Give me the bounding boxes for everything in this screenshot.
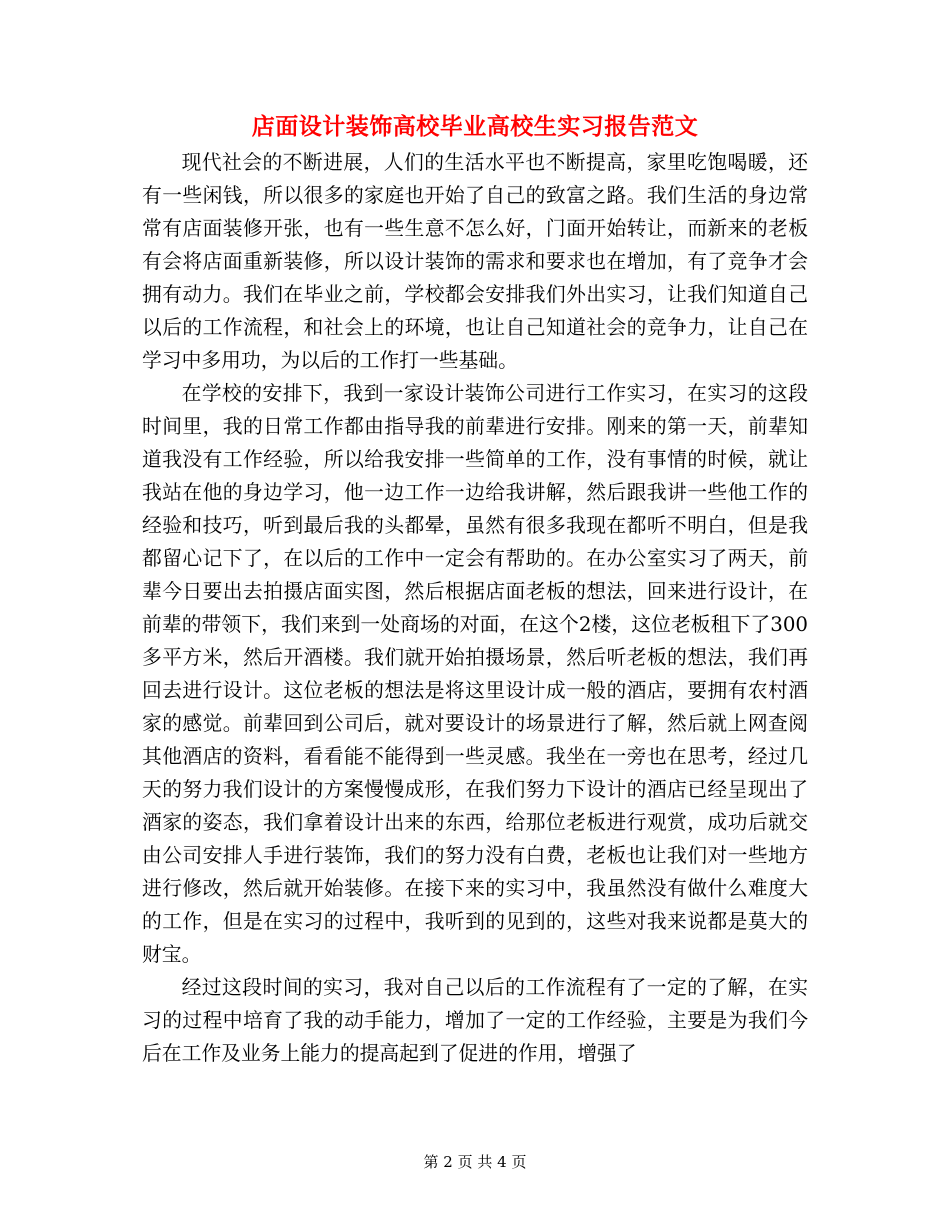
paragraph-2: 在学校的安排下，我到一家设计装饰公司进行工作实习，在实习的这段时间里，我的日常工作都由指导我的前辈进行安排。刚来的第一天，前辈知道我没有工作经验，所以给我安排一些简单的工作，没有事情的时候，就让我站在他的身边学习，他一边工作一边给我讲解，然后跟我讲一些他工作的经验和技巧，听到最后我的头都晕，虽然有很多我现在都听不明白，但是我都留心记下了，在以后的工作中一定会有帮助的。在办公室实习了两天，前辈今日要出去拍摄店面实图，然后根据店面老板的想法，回来进行设计，在前辈的带领下，我们来到一处商场的对面，在这个2楼，这位老板租下了300多平方米，然后开酒楼。我们就开始拍摄场景，然后听老板的想法，我们再回去进行设计。这位老板的想法是将这里设计成一般的酒店，要拥有农村酒家的感觉。前辈回到公司后，就对要设计的场景进行了解，然后就上网查阅其他酒店的资料，看看能不能得到一些灵感。我坐在一旁也在思考，经过几天的努力我们设计的方案慢慢成形，在我们努力下设计的酒店已经呈现出了酒家的姿态，我们拿着设计出来的东西，给那位老板进行观赏，成功后就交由公司安排人手进行装饰，我们的努力没有白费，老板也让我们对一些地方进行修改，然后就开始装修。在接下来的实习中，我虽然没有做什么难度大的工作，但是在实习的过程中，我听到的见到的，这些对我来说都是莫大的财宝。 [142,382,808,966]
paragraph-3: 经过这段时间的实习，我对自己以后的工作流程有了一定的了解，在实习的过程中培育了我的动手能力，增加了一定的工作经验，主要是为我们今后在工作及业务上能力的提高起到了促进的作用，增强了 [142,976,808,1065]
document-title: 店面设计装饰高校毕业高校生实习报告范文 [251,113,699,140]
page-number-footer: 第 2 页 共 4 页 [423,1153,527,1171]
document-body [142,146,808,1070]
paragraph-1: 现代社会的不断进展，人们的生活水平也不断提高，家里吃饱喝暖，还有一些闲钱，所以很多的家庭也开始了自己的致富之路。我们生活的身边常常有店面装修开张，也有一些生意不怎么好，门面开始转让，而新来的老板有会将店面重新装修，所以设计装饰的需求和要求也在增加，有了竞争才会拥有动力。我们在毕业之前，学校都会安排我们外出实习，让我们知道自己以后的工作流程，和社会上的环境，也让自己知道社会的竞争力，让自己在学习中多用功，为以后的工作打一些基础。 [142,151,808,372]
